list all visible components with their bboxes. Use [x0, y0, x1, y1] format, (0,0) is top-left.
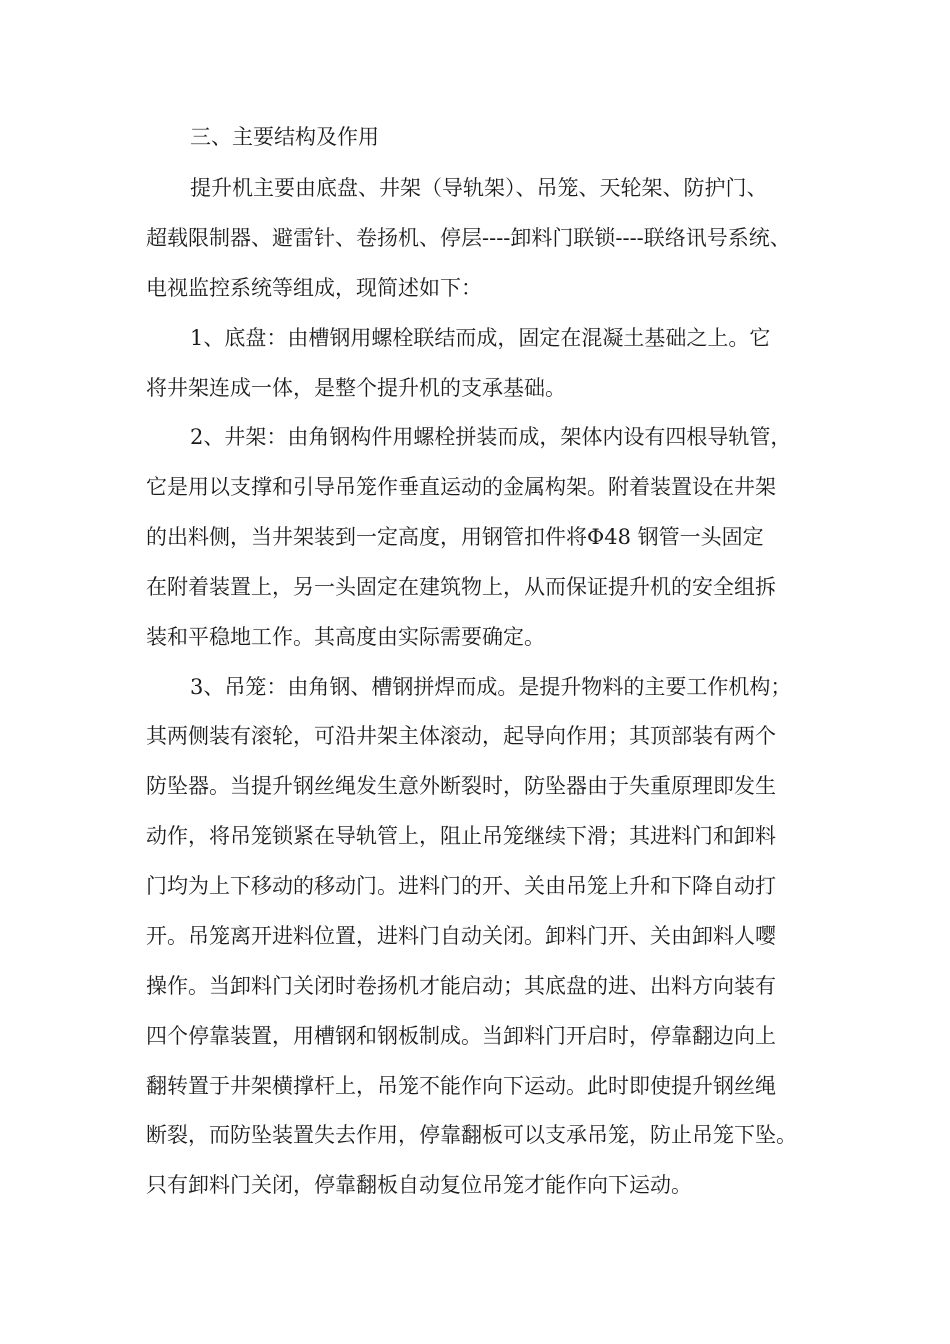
paragraph-intro-line: 提升机主要由底盘、井架（导轨架）、吊笼、天轮架、防护门、	[190, 176, 768, 200]
paragraph-derrick-line: 它是用以支撑和引导吊笼作垂直运动的金属构架。附着装置设在井架	[146, 475, 776, 499]
paragraph-cage-line: 防坠器。当提升钢丝绳发生意外断裂时，防坠器由于失重原理即发生	[146, 774, 776, 798]
paragraph-derrick-line: 在附着装置上，另一头固定在建筑物上，从而保证提升机的安全组拆	[146, 575, 776, 599]
paragraph-derrick-line: 装和平稳地工作。其高度由实际需要确定。	[146, 625, 545, 649]
paragraph-intro-line: 电视监控系统等组成，现简述如下：	[146, 276, 482, 300]
paragraph-cage-line: 动作，将吊笼锁紧在导轨管上，阻止吊笼继续下滑；其进料门和卸料	[146, 824, 776, 848]
section-heading: 三、主要结构及作用	[190, 125, 379, 149]
paragraph-cage-line: 四个停靠装置，用槽钢和钢板制成。当卸料门开启时，停靠翻边向上	[146, 1024, 776, 1048]
paragraph-cage-line: 断裂，而防坠装置失去作用，停靠翻板可以支承吊笼，防止吊笼下坠。	[146, 1123, 797, 1147]
paragraph-intro-line: 超载限制器、避雷针、卷扬机、停层----卸料门联锁----联络讯号系统、	[146, 226, 791, 250]
paragraph-cage-line: 开。吊笼离开进料位置，进料门自动关闭。卸料门开、关由卸料人嘤	[146, 924, 776, 948]
paragraph-chassis-line: 将井架连成一体，是整个提升机的支承基础。	[146, 376, 566, 400]
paragraph-chassis-line: 1、底盘：由槽钢用螺栓联结而成，固定在混凝土基础之上。它	[190, 326, 771, 350]
paragraph-cage-line: 只有卸料门关闭，停靠翻板自动复位吊笼才能作向下运动。	[146, 1173, 692, 1197]
paragraph-derrick-line: 的出料侧，当井架装到一定高度，用钢管扣件将Φ48 钢管一头固定	[146, 525, 764, 549]
paragraph-cage-line: 3、吊笼：由角钢、槽钢拼焊而成。是提升物料的主要工作机构；	[190, 675, 792, 699]
paragraph-cage-line: 翻转置于井架横撑杆上，吊笼不能作向下运动。此时即使提升钢丝绳	[146, 1074, 776, 1098]
paragraph-derrick-line: 2、井架：由角钢构件用螺栓拼装而成，架体内设有四根导轨管，	[190, 425, 792, 449]
paragraph-cage-line: 门均为上下移动的移动门。进料门的开、关由吊笼上升和下降自动打	[146, 874, 776, 898]
paragraph-cage-line: 操作。当卸料门关闭时卷扬机才能启动；其底盘的进、出料方向装有	[146, 974, 776, 998]
paragraph-cage-line: 其两侧装有滚轮，可沿井架主体滚动，起导向作用；其顶部装有两个	[146, 724, 776, 748]
